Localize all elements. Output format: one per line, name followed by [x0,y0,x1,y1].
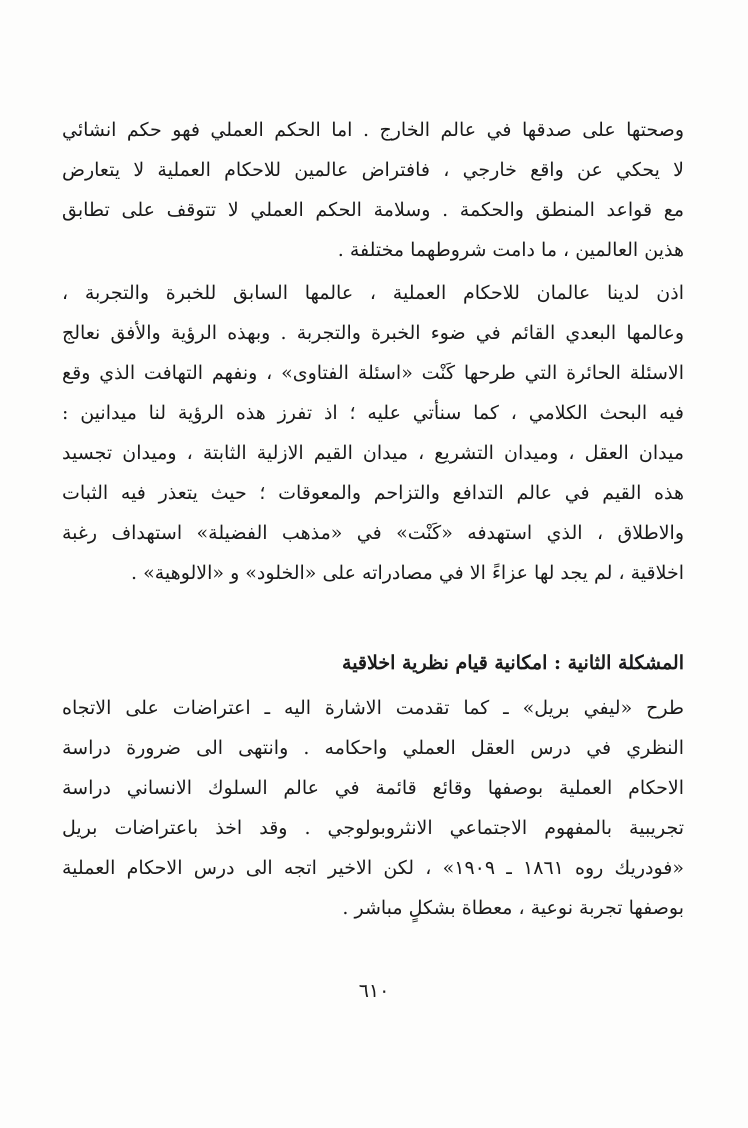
paragraph-line: هذين العالمين ، ما دامت شروطهما مختلفة . [337,239,684,261]
paragraph-line: بوصفها تجربة نوعية ، معطاة بشكلٍ مباشر . [342,897,684,919]
paragraph-line: والاطلاق ، الذي استهدفه «كَنْت» في «مذهب الفضيلة» استهداف رغبة [62,522,684,544]
paragraph-line: الاسئلة الحائرة التي طرحها كَنْت «اسئلة الفتاوى» ، ونفهم التهافت الذي وقع [62,362,684,384]
paragraph-line: الاحكام العملية بوصفها وقائع قائمة في عالم السلوك الانساني دراسة [62,777,684,799]
paragraph-line: اذن لدينا عالمان للاحكام العملية ، عالمها السابق للخبرة والتجربة ، [62,282,684,304]
paragraph-2 [62,273,684,593]
paragraph-line: مع قواعد المنطق والحكمة . وسلامة الحكم العملي لا تتوقف على تطابق [62,199,684,221]
paragraph-1 [62,110,684,270]
section-heading: المشكلة الثانية : امكانية قيام نظرية اخلاقية [342,652,684,674]
paragraph-line: وصحتها على صدقها في عالم الخارج . اما الحكم العملي فهو حكم انشائي [62,119,684,141]
paragraph-line: وعالمها البعدي القائم في ضوء الخبرة والتجربة . وبهذه الرؤية والأفق نعالج [62,322,684,344]
paragraph-line: طرح «ليفي بريل» ـ كما تقدمت الاشارة اليه ـ اعتراضات على الاتجاه [62,697,684,719]
paragraph-line: تجريبية بالمفهوم الاجتماعي الانثروبولوجي . وقد اخذ باعتراضات بريل [62,817,684,839]
paragraph-line: لا يحكي عن واقع خارجي ، فافتراض عالمين للاحكام العملية لا يتعارض [62,159,684,181]
paragraph-line: اخلاقية ، لم يجد لها عزاءً الا في مصادراته على «الخلود» و «الالوهية» . [131,562,684,584]
paragraph-line: ميدان العقل ، وميدان التشريع ، ميدان القيم الازلية الثابتة ، وميدان تجسيد [62,442,684,464]
paragraph-line: هذه القيم في عالم التدافع والتزاحم والمعوقات ؛ حيث يتعذر فيه الثبات [62,482,684,504]
paragraph-line: فيه البحث الكلامي ، كما سنأتي عليه ؛ اذ تفرز هذه الرؤية لنا ميدانين : [62,402,684,424]
paragraph-line: «فودريك روه ١٨٦١ ـ ١٩٠٩» ، لكن الاخير اتجه الى درس الاحكام العملية [62,857,684,879]
page-number: ٦١٠ [358,980,390,1002]
paragraph-3 [62,688,684,928]
paragraph-line: النظري في درس العقل العملي واحكامه . وانتهى الى ضرورة دراسة [62,737,684,759]
